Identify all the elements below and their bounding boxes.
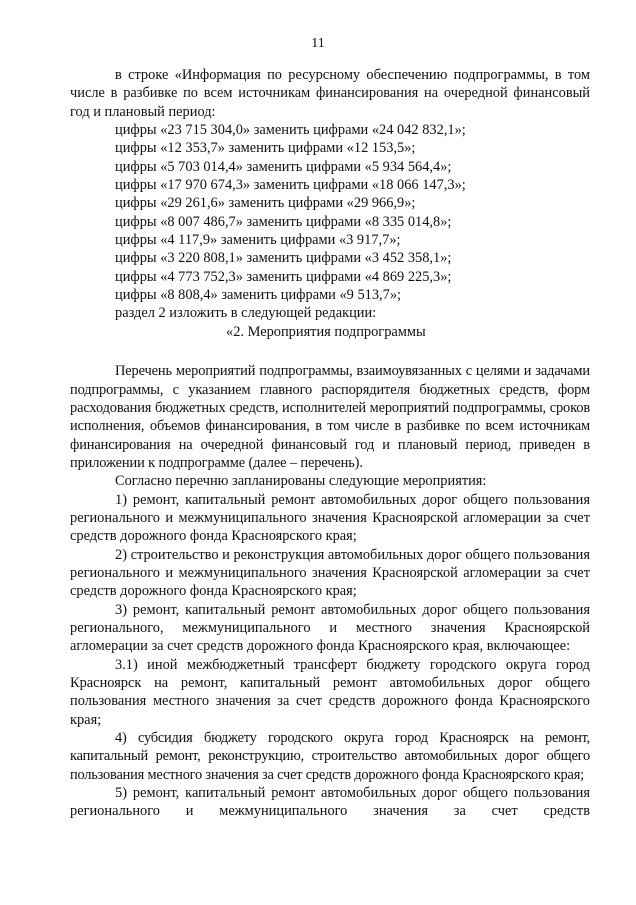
measure-5-paragraph: 5) ремонт, капитальный ремонт автомобильных дорог общего пользования регионального и межмуниципального значения за счет средств [70,785,590,820]
replacement-line: цифры «23 715 304,0» заменить цифрами «24 042 832,1»; [115,122,466,139]
page-number: 11 [311,36,325,51]
measure-2-paragraph: 2) строительство и реконструкция автомобильных дорог общего пользования регионального и межмуниципального значения Красноярской агломерации за счет средств дорожного фонда Красноярского края; [70,546,590,600]
replacement-line: цифры «3 220 808,1» заменить цифрами «3 452 358,1»; [115,250,452,267]
measure-3-1-paragraph: 3.1) иной межбюджетный трансферт бюджету городского округа город Красноярск на ремонт, капитальный ремонт автомобильных дорог общего пользования местного значения за счет средств дорожного фонда Красноярского края; [70,656,590,728]
list-description-paragraph: Перечень мероприятий подпрограммы, взаимоувязанных с целями и задачами подпрограммы, с указанием главного распорядителя бюджетных средств, форм расходования бюджетных средств, исполнителей мероприятий подпрограммы, сроков исполнения, объемов финансирования, в том числе в разбивке по всем источникам финансирования на очередной финансовый год и плановый период, приведен в приложении к подпрограмме (далее – перечень). [70,363,590,471]
replacement-line: цифры «29 261,6» заменить цифрами «29 966,9»; [115,195,416,212]
plan-intro-paragraph: Согласно перечню запланированы следующие мероприятия: [115,473,487,490]
intro-paragraph: в строке «Информация по ресурсному обеспечению подпрограммы, в том числе в разбивке по всем источникам финансирования на очередной финансовый год и плановый период: [70,67,590,120]
replacement-line: цифры «8 808,4» заменить цифрами «9 513,7»; [115,287,402,304]
replacement-line: цифры «12 353,7» заменить цифрами «12 153,5»; [115,140,416,157]
replacement-line: цифры «5 703 014,4» заменить цифрами «5 934 564,4»; [115,158,452,175]
section-instruction: раздел 2 изложить в следующей редакции: [115,305,377,322]
replacement-line: цифры «8 007 486,7» заменить цифрами «8 335 014,8»; [115,213,452,230]
replacement-line: цифры «4 773 752,3» заменить цифрами «4 869 225,3»; [115,268,452,285]
document-body [70,66,590,821]
replacement-line: цифры «17 970 674,3» заменить цифрами «18 066 147,3»; [115,177,466,194]
replacement-line: цифры «4 117,9» заменить цифрами «3 917,7»; [115,232,401,249]
measure-3-paragraph: 3) ремонт, капитальный ремонт автомобильных дорог общего пользования регионального, межмуниципального и местного значения Красноярской агломерации за счет средств дорожного фонда Красноярского края, включающее: [70,601,590,655]
section-gap [70,341,590,362]
section-heading: «2. Мероприятия подпрограммы [226,323,426,340]
measure-4-paragraph: 4) субсидия бюджету городского округа город Красноярск на ремонт, капитальный ремонт, реконструкцию, строительство автомобильных дорог общего пользования местного значения за счет средств дорожного фонда Красноярского края; [70,730,590,783]
measure-1-paragraph: 1) ремонт, капитальный ремонт автомобильных дорог общего пользования регионального и межмуниципального значения Красноярской агломерации за счет средств дорожного фонда Красноярского края; [70,491,590,545]
